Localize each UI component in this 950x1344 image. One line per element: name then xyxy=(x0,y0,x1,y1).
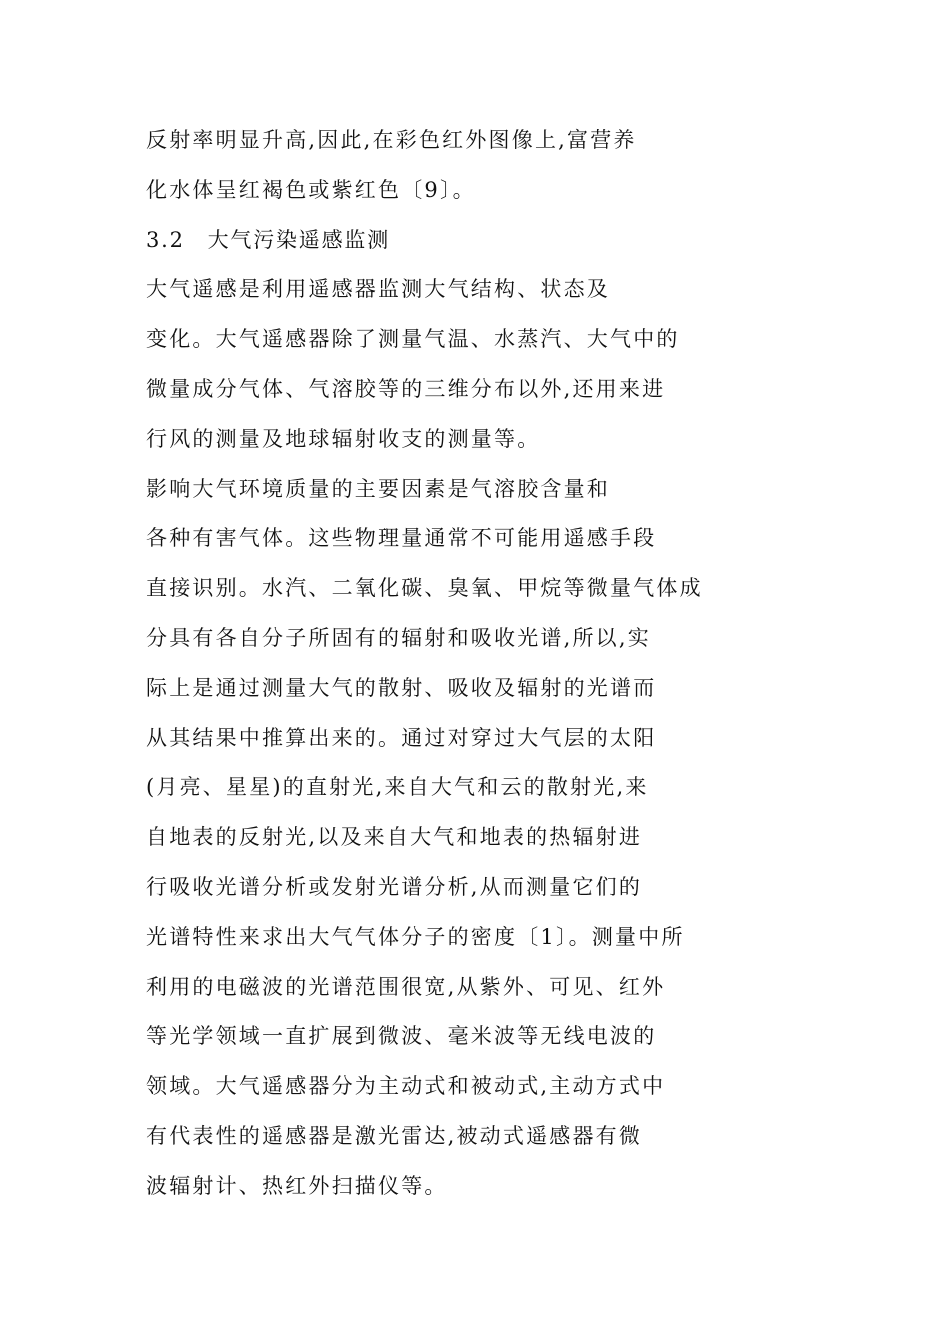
text-line: 变化。大气遥感器除了测量气温、水蒸汽、大气中的 xyxy=(146,327,680,352)
text-line: (月亮、星星)的直射光,来自大气和云的散射光,来 xyxy=(146,775,649,800)
text-line: 波辐射计、热红外扫描仪等。 xyxy=(146,1173,448,1198)
section-heading: 3.2 大气污染遥感监测 xyxy=(146,227,390,252)
text-line: 分具有各自分子所固有的辐射和吸收光谱,所以,实 xyxy=(146,625,651,650)
text-line: 行吸收光谱分析或发射光谱分析,从而测量它们的 xyxy=(146,874,643,899)
text-line: 直接识别。水汽、二氧化碳、臭氧、甲烷等微量气体成 xyxy=(146,576,703,601)
document-body xyxy=(146,116,756,1212)
text-line: 从其结果中推算出来的。通过对穿过大气层的太阳 xyxy=(146,725,657,750)
text-line: 大气遥感是利用遥感器监测大气结构、状态及 xyxy=(146,277,610,302)
text-line: 微量成分气体、气溶胶等的三维分布以外,还用来进 xyxy=(146,376,666,401)
text-line: 各种有害气体。这些物理量通常不可能用遥感手段 xyxy=(146,526,657,551)
text-line: 化水体呈红褐色或紫红色〔9〕。 xyxy=(146,177,476,202)
text-line: 等光学领域一直扩展到微波、毫米波等无线电波的 xyxy=(146,1024,657,1049)
text-line: 行风的测量及地球辐射收支的测量等。 xyxy=(146,426,541,451)
text-line: 反射率明显升高,因此,在彩色红外图像上,富营养 xyxy=(146,128,637,152)
text-line: 利用的电磁波的光谱范围很宽,从紫外、可见、红外 xyxy=(146,974,666,999)
text-line: 际上是通过测量大气的散射、吸收及辐射的光谱而 xyxy=(146,675,657,700)
text-line: 光谱特性来求出大气气体分子的密度〔1〕。测量中所 xyxy=(146,924,685,949)
text-line: 有代表性的遥感器是激光雷达,被动式遥感器有微 xyxy=(146,1123,643,1148)
text-line: 影响大气环境质量的主要因素是气溶胶含量和 xyxy=(146,476,610,501)
text-line: 领域。大气遥感器分为主动式和被动式,主动方式中 xyxy=(146,1074,666,1099)
text-line: 自地表的反射光,以及来自大气和地表的热辐射进 xyxy=(146,825,643,850)
